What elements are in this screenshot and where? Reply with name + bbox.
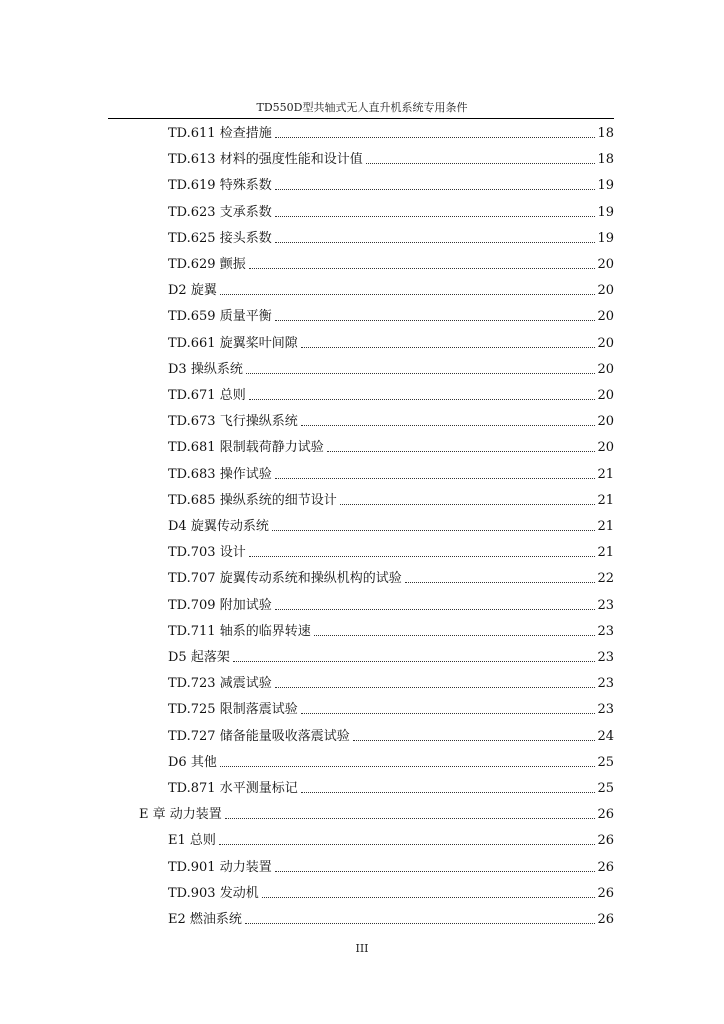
toc-dot-leader [301,713,596,714]
toc-entry[interactable] [168,777,614,797]
toc-entry-label: TD.707 旋翼传动系统和操纵机构的试验 [168,571,402,587]
toc-entry[interactable] [168,751,614,771]
toc-dot-leader [275,871,596,872]
toc-entry[interactable] [168,463,614,483]
toc-dot-leader [301,792,596,793]
toc-entry-label: TD.613 材料的强度性能和设计值 [168,152,363,168]
toc-entry-page: 19 [597,230,614,246]
toc-entry[interactable] [168,882,614,902]
toc-dot-leader [275,137,596,138]
toc-entry-page: 23 [597,623,614,639]
toc-dot-leader [275,687,596,688]
toc-entry-page: 19 [597,204,614,220]
toc-entry-page: 25 [597,754,614,770]
toc-entry[interactable] [168,148,614,168]
toc-entry-page: 22 [597,571,614,587]
toc-dot-leader [262,897,596,898]
page-number: III [355,942,369,955]
toc-dot-leader [275,216,596,217]
toc-entry[interactable] [168,305,614,325]
toc-entry-label: D3 操纵系统 [168,361,243,377]
toc-entry[interactable] [168,201,614,221]
toc-entry-label: TD.673 飞行操纵系统 [168,414,298,430]
toc-entry-label: TD.725 限制落震试验 [168,702,298,718]
toc-entry[interactable] [168,253,614,273]
toc-entry-page: 20 [597,309,614,325]
toc-entry-label: TD.871 水平测量标记 [168,781,298,796]
toc-dot-leader [275,189,596,190]
toc-entry[interactable] [168,908,614,928]
toc-entry-page: 26 [597,885,614,901]
page-header [0,101,724,115]
toc-entry-label: TD.709 附加试验 [168,597,272,613]
toc-entry[interactable] [168,279,614,299]
toc-entry-page: 23 [597,597,614,613]
toc-entry-label: TD.661 旋翼桨叶间隙 [168,335,298,351]
toc-entry[interactable] [168,620,614,640]
toc-entry-page: 21 [597,519,614,534]
toc-entry-label: TD.901 动力装置 [168,859,272,875]
toc-entry[interactable] [168,384,614,404]
toc-entry-page: 21 [597,545,614,561]
toc-entry[interactable] [168,856,614,876]
toc-entry-label: D6 其他 [168,754,217,770]
toc-entry-label: TD.671 总则 [168,388,246,403]
toc-dot-leader [249,556,596,557]
toc-dot-leader [245,923,596,924]
toc-entry-page: 19 [597,178,614,194]
toc-dot-leader [366,163,596,164]
toc-dot-leader [275,478,596,479]
toc-dot-leader [275,320,596,321]
toc-entry-page: 26 [597,807,614,823]
toc-entry[interactable] [168,567,614,587]
toc-entry[interactable] [168,436,614,456]
toc-entry[interactable] [168,358,614,378]
toc-entry[interactable] [168,541,614,561]
toc-entry-page: 18 [597,152,614,168]
toc-dot-leader [340,504,596,505]
toc-dot-leader [249,268,596,269]
toc-dot-leader [220,294,596,295]
toc-dot-leader [220,766,596,767]
toc-dot-leader [233,661,596,662]
toc-entry-label: D4 旋翼传动系统 [168,519,269,534]
toc-dot-leader [275,242,596,243]
toc-entry-label: E1 总则 [168,833,216,849]
toc-entry-page: 25 [597,781,614,796]
toc-dot-leader [225,818,596,819]
toc-dot-leader [219,844,596,845]
toc-entry-label: TD.903 发动机 [168,885,259,901]
toc-entry-label: TD.727 储备能量吸收落震试验 [168,728,350,744]
toc-entry-page: 23 [597,702,614,718]
toc-entry-page: 23 [597,676,614,692]
toc-entry-page: 24 [597,728,614,744]
toc-entry[interactable] [168,227,614,247]
toc-dot-leader [272,530,596,531]
document-title: TD550D型共轴式无人直升机系统专用条件 [256,101,468,114]
toc-entry-label: TD.711 轴系的临界转速 [168,623,311,639]
toc-dot-leader [405,582,596,583]
toc-entry-page: 20 [597,257,614,272]
toc-entry-label: D2 旋翼 [168,283,217,299]
toc-entry-page: 20 [597,440,614,456]
toc-entry-label: E 章 动力装置 [139,807,222,823]
toc-entry-label: D5 起落架 [168,650,230,665]
toc-entry-page: 20 [597,361,614,377]
toc-entry-label: TD.629 颤振 [168,257,246,272]
toc-dot-leader [249,399,596,400]
toc-entry[interactable] [139,803,614,823]
toc-entry-page: 18 [597,126,614,141]
toc-entry[interactable] [168,829,614,849]
toc-entry-page: 26 [597,833,614,849]
toc-entry-page: 20 [597,335,614,351]
toc-dot-leader [314,635,596,636]
toc-entry[interactable] [168,489,614,509]
toc-dot-leader [301,425,596,426]
toc-entry[interactable] [168,725,614,745]
header-rule [108,118,614,119]
toc-entry-label: TD.619 特殊系数 [168,178,272,194]
toc-entry-label: TD.659 质量平衡 [168,309,272,325]
toc-entry-label: TD.703 设计 [168,545,246,561]
toc-entry[interactable] [168,122,614,142]
toc-entry[interactable] [168,698,614,718]
toc-entry[interactable] [168,174,614,194]
toc-dot-leader [246,373,596,374]
toc-dot-leader [275,609,596,610]
toc-entry-page: 26 [597,859,614,875]
toc-entry-label: TD.611 检查措施 [168,126,272,141]
toc-entry[interactable] [168,515,614,535]
toc-entry-page: 20 [597,414,614,430]
toc-entry-page: 21 [597,492,614,508]
toc-entry[interactable] [168,410,614,430]
toc-entry-page: 21 [597,466,614,482]
toc-entry[interactable] [168,332,614,352]
toc-dot-leader [327,451,596,452]
toc-entry-label: TD.683 操作试验 [168,466,272,482]
toc-entry-label: TD.623 支承系数 [168,204,272,220]
toc-dot-leader [353,740,596,741]
toc-dot-leader [301,347,596,348]
toc-entry-page: 20 [597,283,614,299]
toc-entry[interactable] [168,646,614,666]
toc-entry-label: E2 燃油系统 [168,912,242,927]
toc-entry-label: TD.723 减震试验 [168,676,272,692]
toc-entry-label: TD.625 接头系数 [168,230,272,246]
toc-entry-page: 26 [597,912,614,927]
toc-entry-page: 23 [597,650,614,665]
toc-entry-page: 20 [597,388,614,403]
toc-entry-label: TD.685 操纵系统的细节设计 [168,492,337,508]
toc-entry[interactable] [168,594,614,614]
page-footer [0,942,724,955]
toc-entry[interactable] [168,672,614,692]
toc-entry-label: TD.681 限制载荷静力试验 [168,440,324,456]
